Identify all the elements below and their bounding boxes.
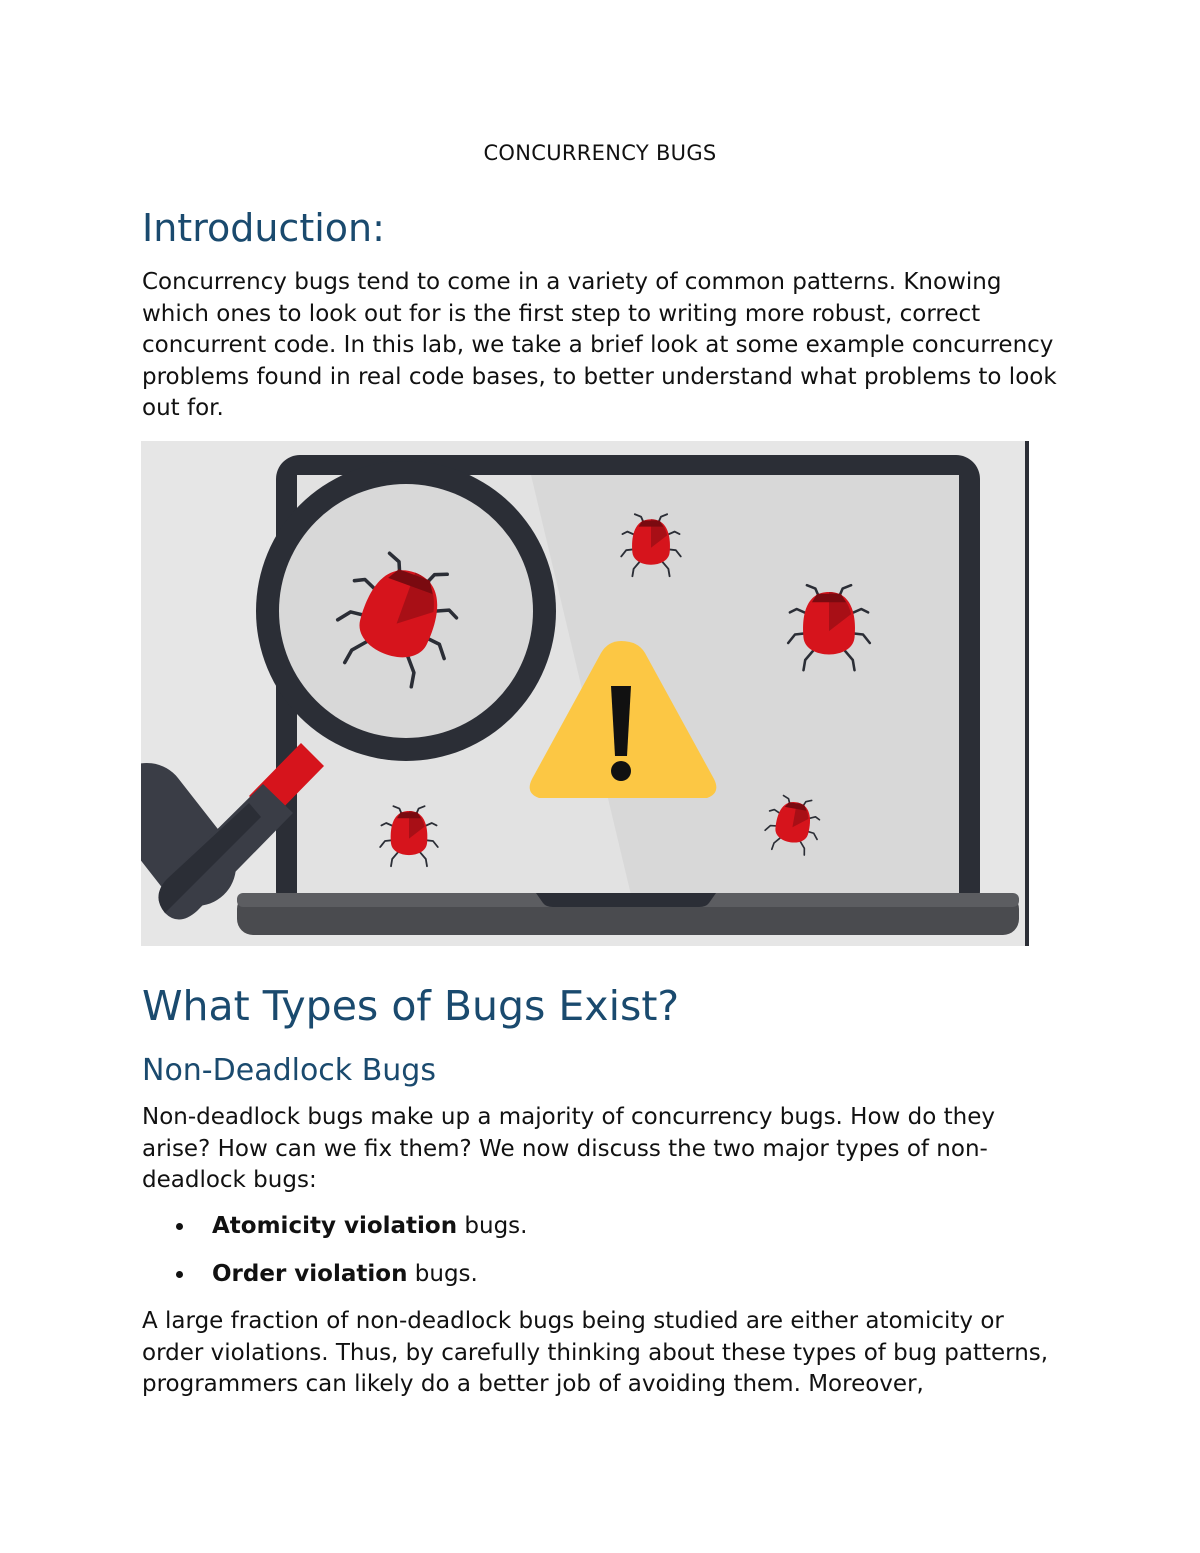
- bullet-text: bugs.: [407, 1261, 478, 1287]
- types-heading: What Types of Bugs Exist?: [142, 982, 680, 1030]
- bullet-bold-text: Atomicity violation: [212, 1213, 458, 1239]
- bullet-text: bugs.: [457, 1213, 528, 1239]
- document-title: CONCURRENCY BUGS: [483, 141, 717, 165]
- introduction-paragraph: Concurrency bugs tend to come in a variety of common patterns. Knowing which ones to look out for is the first step to writing more robust, correct concurrent code. In this lab, we take a brief look at some example concurrency problems found in real code bases, to better understand what problems to look out for.: [142, 269, 1057, 421]
- introduction-heading: Introduction:: [142, 206, 385, 250]
- bullet-bold-text: Order violation: [212, 1261, 408, 1287]
- non-deadlock-paragraph: Non-deadlock bugs make up a majority of concurrency bugs. How do they arise? How can we fix them? We now discuss the two major types of non-deadlock bugs:: [142, 1104, 996, 1193]
- hero-illustration: [141, 441, 1029, 946]
- list-item: [142, 1210, 527, 1258]
- bug-type-list: [142, 1210, 527, 1306]
- non-deadlock-heading: Non-Deadlock Bugs: [142, 1053, 436, 1088]
- bullet-icon: [176, 1223, 183, 1230]
- fraction-paragraph: A large fraction of non-deadlock bugs being studied are either atomicity or order violations. Thus, by carefully thinking about these types of bug patterns, programmers can likely do a better job of avoiding them. Moreover,: [142, 1308, 1049, 1397]
- list-item: [142, 1258, 527, 1306]
- bullet-icon: [176, 1271, 183, 1278]
